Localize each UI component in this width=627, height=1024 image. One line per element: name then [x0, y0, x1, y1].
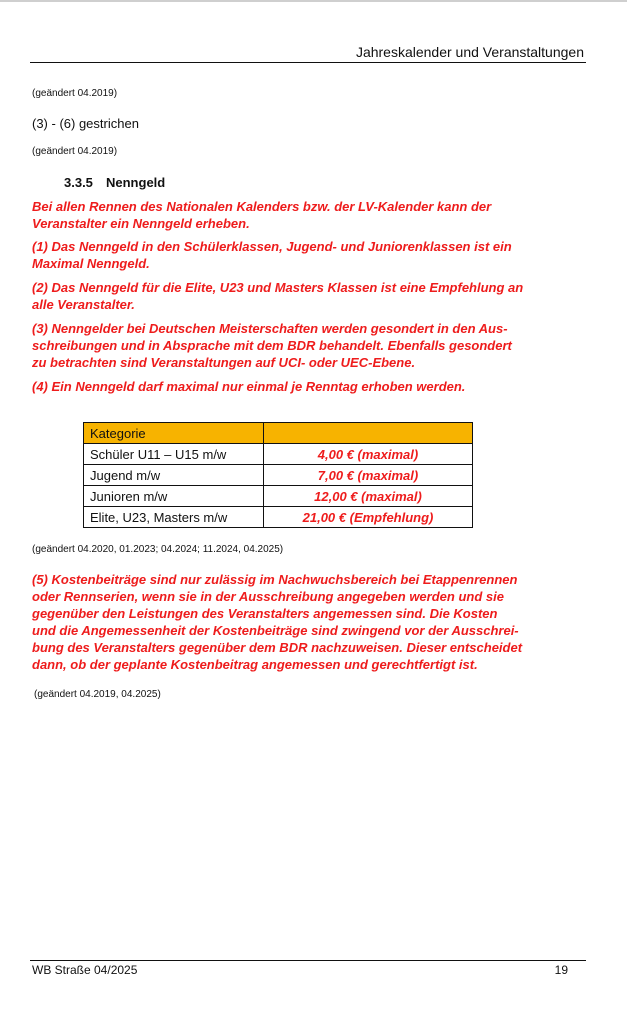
- table-row: [84, 465, 473, 486]
- text-line: und die Angemessenheit der Kostenbeiträge sind zwingend vor der Ausschrei-: [32, 623, 519, 638]
- footer-document-id: WB Straße 04/2025: [32, 963, 138, 977]
- text-line: dann, ob der geplante Kostenbeitrag angemessen und gerechtfertigt ist.: [32, 657, 478, 672]
- paragraph-1: [32, 238, 592, 272]
- paragraph-intro: [32, 198, 592, 232]
- text-line: gegenüber den Leistungen des Veranstalters angemessen sind. Die Kosten: [32, 606, 498, 621]
- table-header-row: [84, 423, 473, 444]
- paragraph-4: [32, 378, 592, 395]
- table-header-fee: [264, 423, 473, 444]
- table-header-category: Kategorie: [84, 423, 264, 444]
- change-note: (geändert 04.2019, 04.2025): [34, 689, 161, 700]
- table-cell-category: Schüler U11 – U15 m/w: [84, 444, 264, 465]
- struck-note: (3) - (6) gestrichen: [32, 116, 139, 131]
- text-line: alle Veranstalter.: [32, 297, 135, 312]
- page-header-title: Jahreskalender und Veranstaltungen: [355, 44, 584, 60]
- text-line: Veranstalter ein Nenngeld erheben.: [32, 216, 250, 231]
- table-row: [84, 486, 473, 507]
- footer-rule: [30, 960, 586, 961]
- text-line: Maximal Nenngeld.: [32, 256, 150, 271]
- table-cell-category: Jugend m/w: [84, 465, 264, 486]
- table-cell-fee: 4,00 € (maximal): [264, 444, 473, 465]
- page-top-border: [0, 0, 627, 2]
- table-row: [84, 507, 473, 528]
- change-note: (geändert 04.2019): [32, 146, 118, 157]
- text-line: Bei allen Rennen des Nationalen Kalenders bzw. der LV-Kalender kann der: [32, 199, 492, 214]
- text-line: (5) Kostenbeiträge sind nur zulässig im Nachwuchsbereich bei Etappenrennen: [32, 572, 518, 587]
- text-line: (3) Nenngelder bei Deutschen Meisterschaften werden gesondert in den Aus-: [32, 321, 508, 336]
- page-number: 19: [554, 963, 568, 977]
- text-line: (2) Das Nenngeld für die Elite, U23 und Masters Klassen ist eine Empfehlung an: [32, 280, 524, 295]
- header-rule: [30, 62, 586, 63]
- section-title: Nenngeld: [106, 175, 166, 190]
- paragraph-2: [32, 279, 592, 313]
- section-number: 3.3.5: [64, 175, 93, 190]
- paragraph-5: [32, 571, 592, 673]
- table-cell-category: Elite, U23, Masters m/w: [84, 507, 264, 528]
- table-cell-fee: 7,00 € (maximal): [264, 465, 473, 486]
- text-line: (1) Das Nenngeld in den Schülerklassen, Jugend- und Juniorenklassen ist ein: [32, 239, 512, 254]
- table-cell-category: Junioren m/w: [84, 486, 264, 507]
- table-cell-fee: 21,00 € (Empfehlung): [264, 507, 473, 528]
- text-line: (4) Ein Nenngeld darf maximal nur einmal je Renntag erhoben werden.: [32, 379, 466, 394]
- fee-table: [83, 422, 473, 528]
- change-note: (geändert 04.2020, 01.2023; 04.2024; 11.2024, 04.2025): [32, 544, 284, 555]
- text-line: bung des Veranstalters gegenüber dem BDR nachzuweisen. Dieser entscheidet: [32, 640, 523, 655]
- text-line: schreibungen und in Absprache mit dem BDR behandelt. Ebenfalls gesondert: [32, 338, 512, 353]
- table-cell-fee: 12,00 € (maximal): [264, 486, 473, 507]
- text-line: zu betrachten sind Veranstaltungen auf UCI- oder UEC-Ebene.: [32, 355, 416, 370]
- change-note: (geändert 04.2019): [32, 88, 118, 99]
- text-line: oder Rennserien, wenn sie in der Ausschreibung angegeben werden und sie: [32, 589, 504, 604]
- table-row: [84, 444, 473, 465]
- section-heading: [64, 175, 165, 190]
- paragraph-3: [32, 320, 592, 371]
